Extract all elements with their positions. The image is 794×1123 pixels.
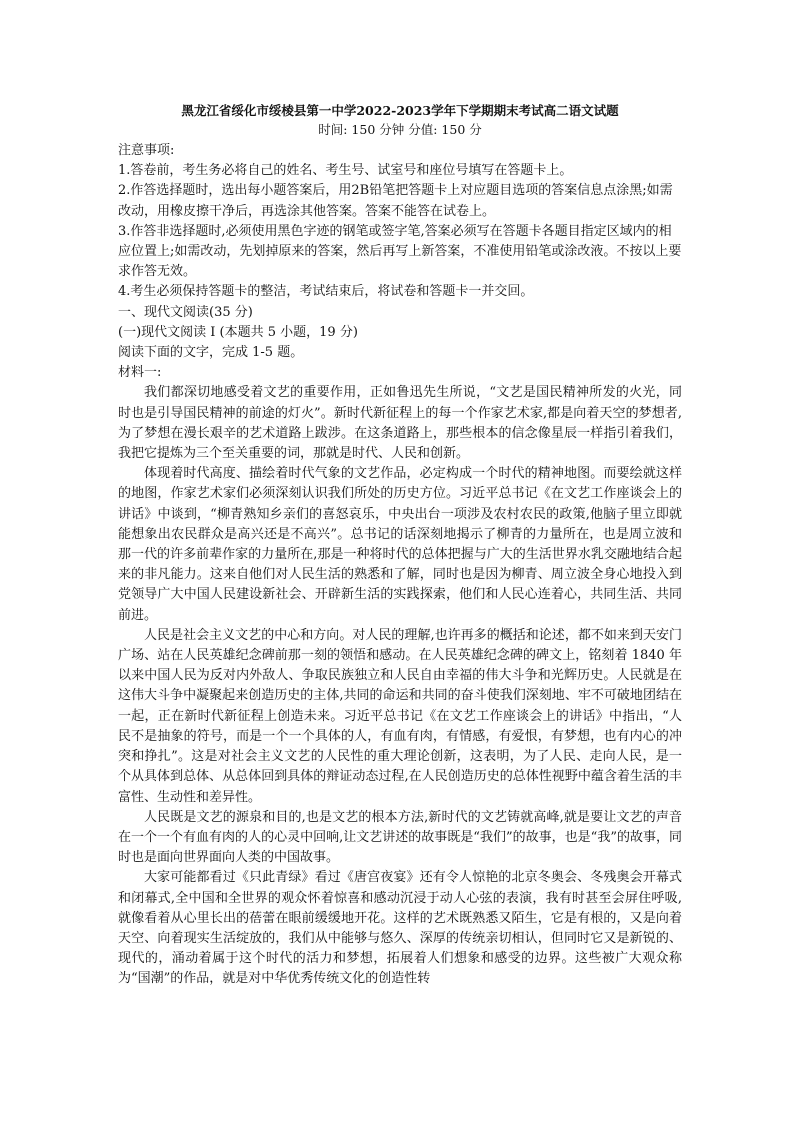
note-item-2: 2.作答选择题时，选出每小题答案后，用2B铅笔把答题卡上对应题目选项的答案信息点涂黑;如需改动，用橡皮擦干净后，再选涂其他答案。答案不能答在试卷上。 xyxy=(118,183,673,219)
note-item-4: 4.考生必须保持答题卡的整洁，考试结束后，将试卷和答题卡一并交回。 xyxy=(118,284,534,300)
paragraph-5: 大家可能都看过《只此青绿》看过《唐宫夜宴》还有令人惊艳的北京冬奥会、冬残奥会开幕式和闭幕式,全中国和全世界的观众怀着惊喜和感动沉浸于动人心弦的表演，我有时甚至会屏住呼吸,就像看着从心里长出的蓓蕾在眼前缓缓地开花。这样的艺术既熟悉又陌生，它是有根的，又是向着天空、向着现实生活绽放的，我们从中能够与悠久、深厚的传统亲切相认，但同时它又是新锐的、现代的，涌动着属于这个时代的活力和梦想，拓展着人们想象和感受的边界。这些被广大观众称为“国潮”的作品，就是对中华优秀传统文化的创造性转 xyxy=(118,870,682,987)
sub-section-heading: (一)现代文阅读 I (本题共 5 小题，19 分) xyxy=(118,324,358,340)
note-item-1: 1.答卷前，考生务必将自己的姓名、考生号、试室号和座位号填写在答题卡上。 xyxy=(118,163,573,179)
paragraph-4: 人民既是文艺的源泉和目的,也是文艺的根本方法,新时代的文艺铸就高峰,就是要让文艺的声音在一个一个有血有肉的人的心灵中回响,让文艺讲述的故事既是“我们”的故事，也是“我”的故事，同时也是面向世界面向人类的中国故事。 xyxy=(118,809,682,866)
paragraph-1: 我们都深切地感受着文艺的重要作用，正如鲁迅先生所说，“文艺是国民精神所发的火光，同时也是引导国民精神的前途的灯火”。新时代新征程上的每一个作家艺术家,都是向着天空的梦想者,为了梦想在漫长艰辛的艺术道路上跋涉。在这条道路上，那些根本的信念像星辰一样指引着我们，我把它提炼为三个至关重要的词，那就是时代、人民和创新。 xyxy=(118,385,682,462)
exam-title: 黑龙江省绥化市绥棱县第一中学2022-2023学年下学期期末考试高二语文试题 xyxy=(181,103,619,118)
notes-heading: 注意事项: xyxy=(118,143,175,158)
section-heading: 一、现代文阅读(35 分) xyxy=(118,304,253,320)
paragraph-3: 人民是社会主义文艺的中心和方向。对人民的理解,也许再多的概括和论述，都不如来到天安门广场、站在人民英雄纪念碑前那一刻的领悟和感动。在人民英雄纪念碑的碑文上，铭刻着 1840 年以来中国人民为反对内外敌人、争取民族独立和人民自由幸福的伟大斗争和光辉历史。人民就是在这伟大斗争中凝聚起来创造历史的主体,共同的命运和共同的奋斗使我们深刻地、牢不可破地团结在一起，正在新时代新征程上创造未来。习近平总书记《在文艺工作座谈会上的讲话》中指出，“人民不是抽象的符号，而是一个一个具体的人，有血有肉，有情感，有爱恨，有梦想，也有内心的冲突和挣扎”。这是对社会主义文艺的人民性的重大理论创新，这表明，为了人民、走向人民，是一个从具体到总体、从总体回到具体的辩证动态过程,在人民创造历史的总体性视野中蕴含着生活的丰富性、生动性和差异性。 xyxy=(118,627,682,805)
paragraph-2: 体现着时代高度、描绘着时代气象的文艺作品，必定构成一个时代的精神地图。而要绘就这样的地图，作家艺术家们必须深刻认识我们所处的历史方位。习近平总书记《在文艺工作座谈会上的讲话》中谈到，“柳青熟知乡亲们的喜怒哀乐，中央出台一项涉及农村农民的政策,他脑子里立即就能想象出农民群众是高兴还是不高兴”。总书记的话深刻地揭示了柳青的力量所在，也是周立波和那一代的许多前辈作家的力量所在,那是一种将时代的总体把握与广大的生活世界水乳交融地结合起来的非凡能力。这来自他们对人民生活的熟悉和了解，同时也是因为柳青、周立波全身心地投入到党领导广大中国人民建设新社会、开辟新生活的实践探索，他们和人民心连着心，共同生活、共同前进。 xyxy=(118,466,682,623)
exam-time-score: 时间: 150 分钟 分值: 150 分 xyxy=(318,122,482,137)
reading-instruction: 阅读下面的文字，完成 1-5 题。 xyxy=(118,345,304,361)
note-item-3: 3.作答非选择题时,必须使用黑色字迹的钢笔或签字笔,答案必须写在答题卡各题目指定区域内的相应位置上;如需改动，先划掉原来的答案，然后再写上新答案，不准使用铅笔或涂改液。不按以上要求作答无效。 xyxy=(118,223,682,280)
page-content xyxy=(118,101,682,990)
material-label: 材料一: xyxy=(118,365,162,381)
